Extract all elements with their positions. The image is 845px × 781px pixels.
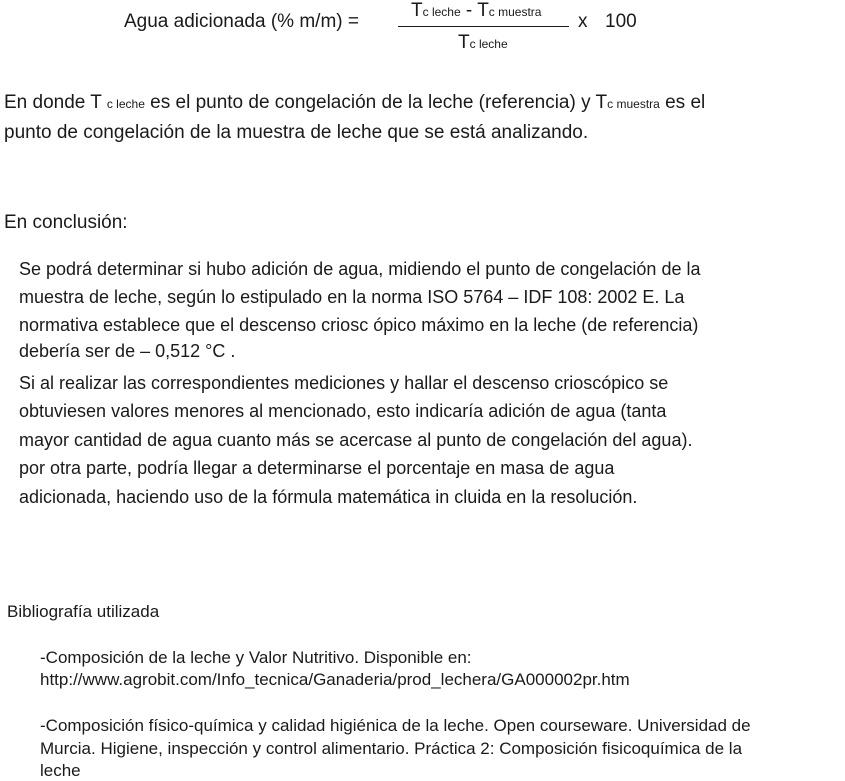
conclusion-line: obtuviesen valores menores al mencionado, esto indicaría adición de agua (tanta (19, 401, 667, 421)
reference-line: -Composición físico-química y calidad higiénica de la leche. Open courseware. Universidad de (40, 716, 751, 735)
definition-text: En donde T (4, 92, 102, 113)
conclusion-line: debería ser de – 0,512 °C . (19, 341, 236, 361)
definition-line-2: punto de congelación de la muestra de leche que se está analizando. (4, 122, 589, 143)
conclusion-line: por otra parte, podría llegar a determinarse el porcentaje en masa de agua (19, 458, 615, 478)
definition-text: es el (665, 92, 706, 113)
fraction-bar (398, 26, 569, 27)
times-sign: x (578, 11, 588, 32)
factor-100: 100 (605, 11, 637, 32)
t-symbol: T (458, 32, 470, 53)
bibliography-heading: Bibliografía utilizada (7, 602, 160, 621)
reference-url: http://www.agrobit.com/Info_tecnica/Ganaderia/prod_lechera/GA000002pr.htm (40, 670, 630, 689)
sub-muestra: c muestra (488, 5, 542, 19)
conclusion-heading: En conclusión: (4, 212, 128, 233)
t-symbol: T (411, 0, 423, 21)
conclusion-line: mayor cantidad de agua cuanto más se acercase al punto de congelación del agua). (19, 430, 693, 450)
conclusion-line: adicionada, haciendo uso de la fórmula matemática in cluida en la resolución. (19, 487, 638, 507)
reference-line: leche (40, 761, 81, 780)
sub-leche: c leche (469, 37, 508, 51)
conclusion-line: muestra de leche, según lo estipulado en la norma ISO 5764 – IDF 108: 2002 E. La (19, 287, 685, 307)
reference-line: -Composición de la leche y Valor Nutritivo. Disponible en: (40, 648, 472, 667)
formula (0, 0, 845, 60)
formula-numerator (411, 0, 541, 22)
sub-leche: c leche (106, 97, 145, 111)
conclusion-line: normativa establece que el descenso criosc ópico máximo en la leche (de referencia) (19, 315, 699, 335)
definition-line-1 (4, 92, 705, 115)
t-symbol: T (477, 0, 489, 21)
formula-denominator (458, 32, 508, 54)
conclusion-line: Si al realizar las correspondientes mediciones y hallar el descenso crioscópico se (19, 373, 669, 393)
sub-muestra: c muestra (607, 97, 660, 111)
minus-sign: - (460, 0, 478, 21)
formula-lhs: Agua adicionada (% m/m) = (124, 11, 359, 32)
conclusion-line: Se podrá determinar si hubo adición de agua, midiendo el punto de congelación de la (19, 259, 701, 279)
sub-leche: c leche (422, 5, 461, 19)
reference-line: Murcia. Higiene, inspección y control alimentario. Práctica 2: Composición fisicoquímica de la (40, 739, 743, 758)
definition-text: es el punto de congelación de la leche (referencia) y T (150, 92, 608, 113)
